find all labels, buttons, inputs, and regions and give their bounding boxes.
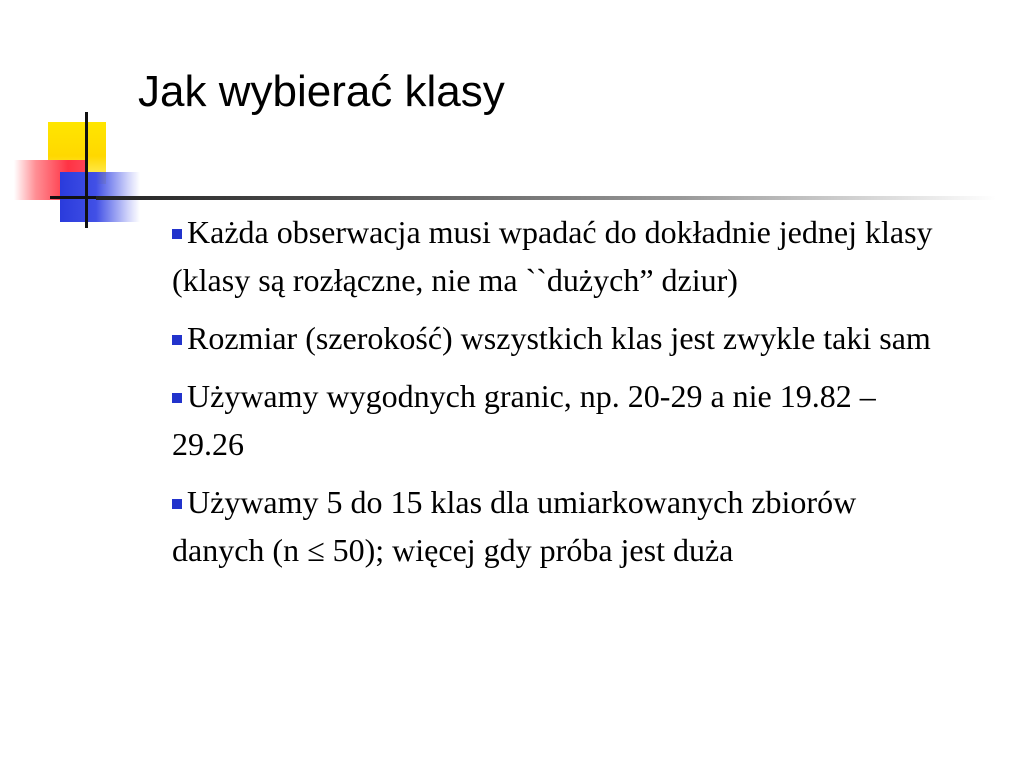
slide-title: Jak wybierać klasy <box>138 67 505 116</box>
square-bullet-icon <box>172 229 182 239</box>
bullet-text: Rozmiar (szerokość) wszystkich klas jest zwykle taki sam <box>187 320 931 356</box>
square-bullet-icon <box>172 499 182 509</box>
bullet-text: Używamy 5 do 15 klas dla umiarkowanych zbiorów danych (n ≤ 50); więcej gdy próba jest duża <box>172 484 857 568</box>
bullet-list <box>172 208 952 584</box>
bullet-item <box>172 372 952 468</box>
vertical-line-icon <box>85 112 88 228</box>
bullet-item <box>172 314 952 362</box>
bullet-text: Używamy wygodnych granic, np. 20-29 a nie 19.82 – 29.26 <box>172 378 876 462</box>
square-bullet-icon <box>172 393 182 403</box>
bullet-text: Każda obserwacja musi wpadać do dokładnie jednej klasy (klasy są rozłączne, nie ma ``dużych” dziur) <box>172 214 933 298</box>
bullet-item <box>172 478 952 574</box>
title-divider <box>96 196 996 200</box>
square-bullet-icon <box>172 335 182 345</box>
bullet-item <box>172 208 952 304</box>
